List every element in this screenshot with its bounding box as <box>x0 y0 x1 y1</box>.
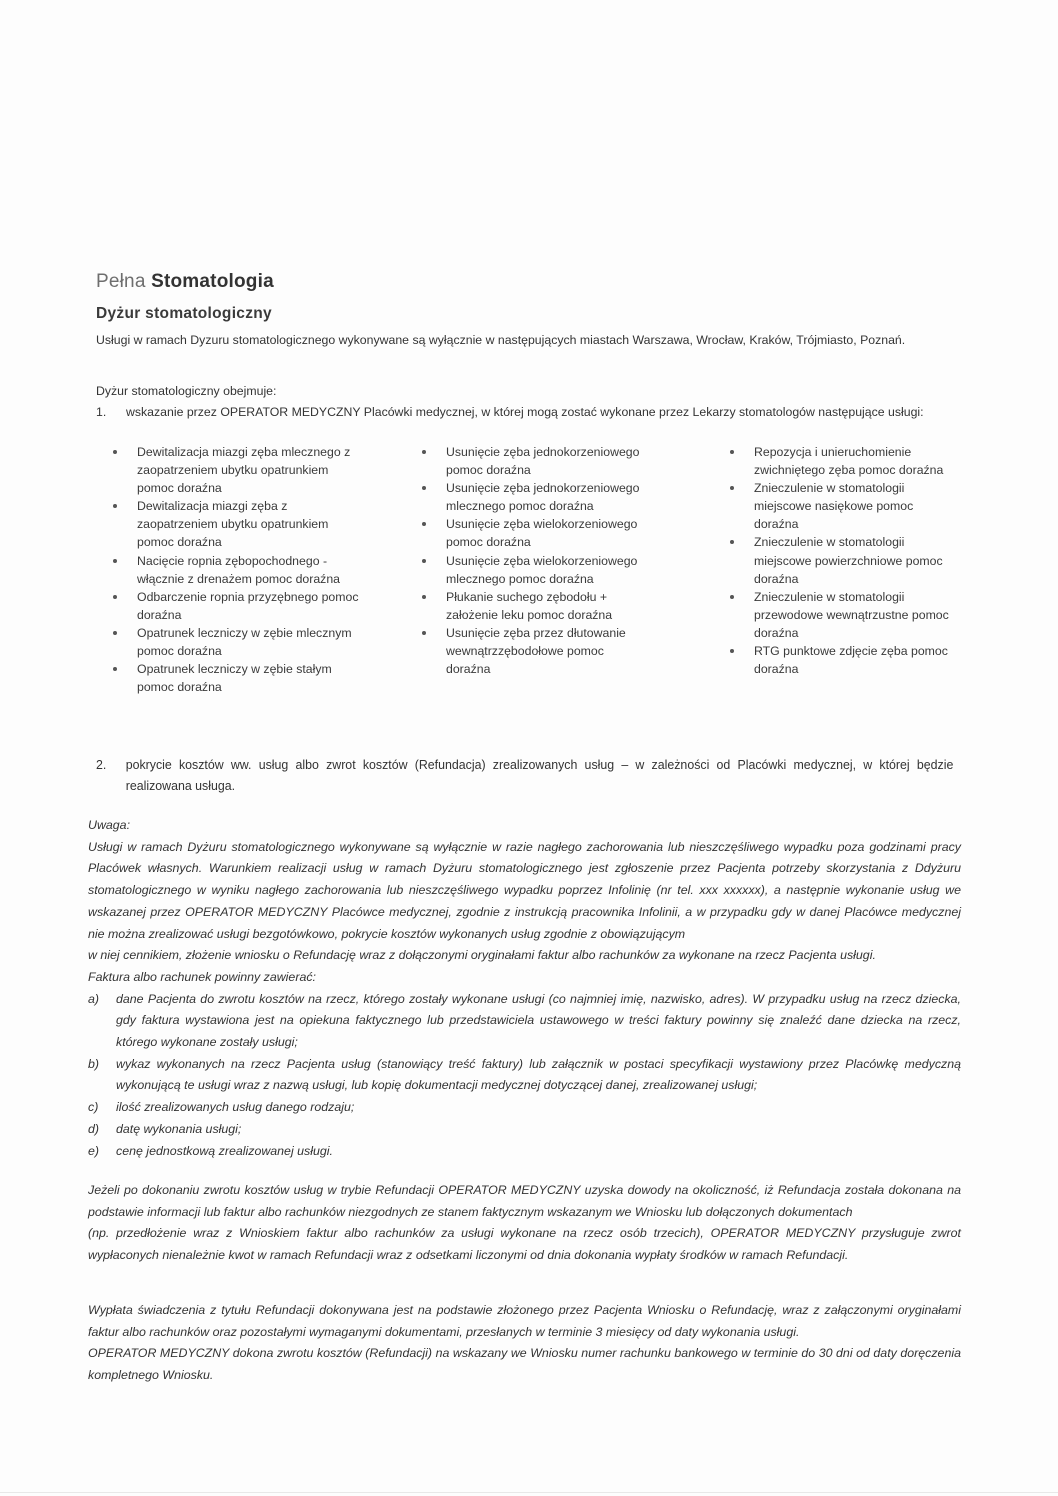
service-item: Znieczulenie w stomatologii miejscowe powierzchniowe pomoc doraźna <box>730 533 955 587</box>
bullet-icon <box>113 559 117 563</box>
bullet-icon <box>730 450 734 454</box>
service-item: Dewitalizacja miazgi zęba z zaopatrzeniem ubytku opatrunkiem pomoc doraźna <box>113 497 363 551</box>
bullet-icon <box>730 595 734 599</box>
bullet-icon <box>730 540 734 544</box>
page-title-bold: Stomatologia <box>151 271 274 292</box>
bullet-icon <box>730 486 734 490</box>
bullet-icon <box>422 559 426 563</box>
refund-clause-part-2: (np. przedłożenie wraz z Wnioskiem faktur albo rachunków za usługi wykonane na rzecz osób trzecich), OPERATOR MEDYCZNY przysługuje zwrot wypłaconych nienależnie kwot w ramach Refundacji wraz z odsetkami liczonymi od dnia dokonania wypłaty środków w ramach Refundacji. <box>88 1226 961 1263</box>
service-item: Znieczulenie w stomatologii miejscowe nasiękowe pomoc doraźna <box>730 479 955 533</box>
invoice-requirement: c) ilość zrealizowanych usług danego rodzaju; <box>88 1100 355 1115</box>
invoice-requirements-list <box>88 989 961 1163</box>
service-item: Odbarczenie ropnia przyzębnego pomoc doraźna <box>113 588 363 624</box>
refund-clause <box>88 1180 961 1267</box>
bullet-icon <box>113 450 117 454</box>
bullet-icon <box>422 486 426 490</box>
services-column-3 <box>730 443 955 678</box>
page-title-light: Pełna <box>96 271 146 292</box>
service-item: Płukanie suchego zębodołu + założenie leku pomoc doraźna <box>422 588 647 624</box>
invoice-requirement: a) dane Pacjenta do zwrotu kosztów na rzecz, którego zostały wykonane usługi (co najmniej imię, nazwisko, adres). W przypadku usług na rzecz dziecka, gdy faktura wystawiona jest na opiekuna faktycznego lub przedstawiciela ustawowego w treści faktury powinny się znaleźć dane dziecka na rzecz, którego wykonane zostały usługi; <box>88 991 961 1050</box>
invoice-requirement: d) datę wykonania usługi; <box>88 1121 242 1136</box>
scan-edge-line <box>0 1492 1058 1493</box>
bullet-icon <box>113 595 117 599</box>
invoice-requirement: e) cenę jednostkową zrealizowanej usługi. <box>88 1143 333 1158</box>
intro-paragraph: Usługi w ramach Dyzuru stomatologicznego wykonywane są wyłącznie w następujących miastach Warszawa, Wrocław, Kraków, Trójmiasto, Poznań. <box>96 333 906 347</box>
page-title <box>96 271 274 293</box>
service-item: Usunięcie zęba jednokorzeniowego pomoc doraźna <box>422 443 647 479</box>
payment-clause <box>88 1300 961 1387</box>
numbered-item-1 <box>96 403 962 421</box>
note-label: Uwaga: <box>88 818 131 832</box>
services-column-1 <box>113 443 363 696</box>
bullet-icon <box>422 595 426 599</box>
service-item: Dewitalizacja miazgi zęba mlecznego z zaopatrzeniem ubytku opatrunkiem pomoc doraźna <box>113 443 363 497</box>
service-item: Usunięcie zęba wielokorzeniowego pomoc doraźna <box>422 515 647 551</box>
invoice-requirement: b) wykaz wykonanych na rzecz Pacjenta usług (stanowiący treść faktury) lub załącznik w postaci specyfikacji wystawiony przez Placówkę medyczną wykonującą te usługi wraz z nazwą usługi, lub kopię dokumentacji medycznej dotyczącej danej, zrealizowanej usługi; <box>88 1056 961 1093</box>
bullet-icon <box>113 504 117 508</box>
note-paragraph-2: w niej cennikiem, złożenie wniosku o Refundację wraz z dołączonymi oryginałami faktur albo rachunków za wykonane na rzecz Pacjenta usługi. <box>88 948 876 963</box>
item-number: 2. <box>96 758 107 772</box>
service-item: Repozycja i unieruchomienie zwichniętego zęba pomoc doraźna <box>730 443 955 479</box>
item-number: 1. <box>96 405 107 419</box>
bullet-icon <box>422 522 426 526</box>
bullet-icon <box>422 450 426 454</box>
invoice-intro: Faktura albo rachunek powinny zawierać: <box>88 969 316 984</box>
item-text: pokrycie kosztów ww. usług albo zwrot kosztów (Refundacja) zrealizowanych usług – w zależności od Placówki medycznej, w której będzie realizowana usługa. <box>125 758 954 793</box>
bullet-icon <box>113 631 117 635</box>
covers-label: Dyżur stomatologiczny obejmuje: <box>96 384 277 398</box>
service-item: Nacięcie ropnia zębopochodnego - włącznie z drenażem pomoc doraźna <box>113 552 363 588</box>
payment-clause-part-1: Wypłata świadczenia z tytułu Refundacji dokonywana jest na podstawie złożonego przez Pacjenta Wniosku o Refundację, wraz z załączonymi oryginałami faktur albo rachunków oraz pozostałymi wymaganymi dokumentami, przesłanych w terminie 3 miesięcy od daty wykonania usługi. <box>88 1303 961 1339</box>
section-title: Dyżur stomatologiczny <box>96 305 272 322</box>
service-item: Opatrunek leczniczy w zębie stałym pomoc doraźna <box>113 660 363 696</box>
refund-clause-part-1: Jeżeli po dokonaniu zwrotu kosztów usług w trybie Refundacji OPERATOR MEDYCZNY uzyska dowody na okoliczność, iż Refundacja została dokonana na podstawie informacji lub faktur albo rachunków niezgodnych ze stanem faktycznym wskazanym we Wniosku lub dołączonych dokumentach <box>88 1183 961 1219</box>
numbered-item-2 <box>96 755 953 797</box>
service-item: Usunięcie zęba jednokorzeniowego mlecznego pomoc doraźna <box>422 479 647 515</box>
service-item: Usunięcie zęba wielokorzeniowego mlecznego pomoc doraźna <box>422 552 647 588</box>
services-column-2 <box>422 443 647 678</box>
bullet-icon <box>113 667 117 671</box>
bullet-icon <box>730 649 734 653</box>
service-item: Opatrunek leczniczy w zębie mlecznym pomoc doraźna <box>113 624 363 660</box>
payment-clause-part-2: OPERATOR MEDYCZNY dokona zwrotu kosztów (Refundacji) na wskazany we Wniosku numer rachunku bankowego w terminie do 30 dni od daty doręczenia kompletnego Wniosku. <box>88 1346 961 1383</box>
note-paragraph-1: Usługi w ramach Dyżuru stomatologicznego wykonywane są wyłącznie w razie nagłego zachorowania lub nieszczęśliwego wypadku poza godzinami pracy Placówek własnych. Warunkiem realizacji usług w ramach Dyżuru stomatologicznego jest zgłoszenie przez Pacjenta potrzeby skorzystania z Ddyżuru stomatologicznego w wyniku nagłego zachorowania lub nieszczęśliwego wypadku poprzez Infolinię (nr tel. xxx xxxxxx), a następnie wykonanie usług we wskazanej przez OPERATOR MEDYCZNY Placówce medycznej, zgodnie z instrukcją pracownika Infolinii, a w przypadku gdy w danej Placówce medycznej nie można zrealizować usługi bezgotówkowo, pokrycie kosztów wykonanych usług zgodnie z obowiązującym <box>88 839 961 941</box>
service-item: Znieczulenie w stomatologii przewodowe wewnątrzustne pomoc doraźna <box>730 588 955 642</box>
note-section <box>88 815 961 1162</box>
bullet-icon <box>422 631 426 635</box>
service-item: RTG punktowe zdjęcie zęba pomoc doraźna <box>730 642 955 678</box>
item-text: wskazanie przez OPERATOR MEDYCZNY Placówki medycznej, w której mogą zostać wykonane przez Lekarzy stomatologów następujące usługi: <box>126 405 924 419</box>
service-item: Usunięcie zęba przez dłutowanie wewnątrzzębodołowe pomoc doraźna <box>422 624 647 678</box>
